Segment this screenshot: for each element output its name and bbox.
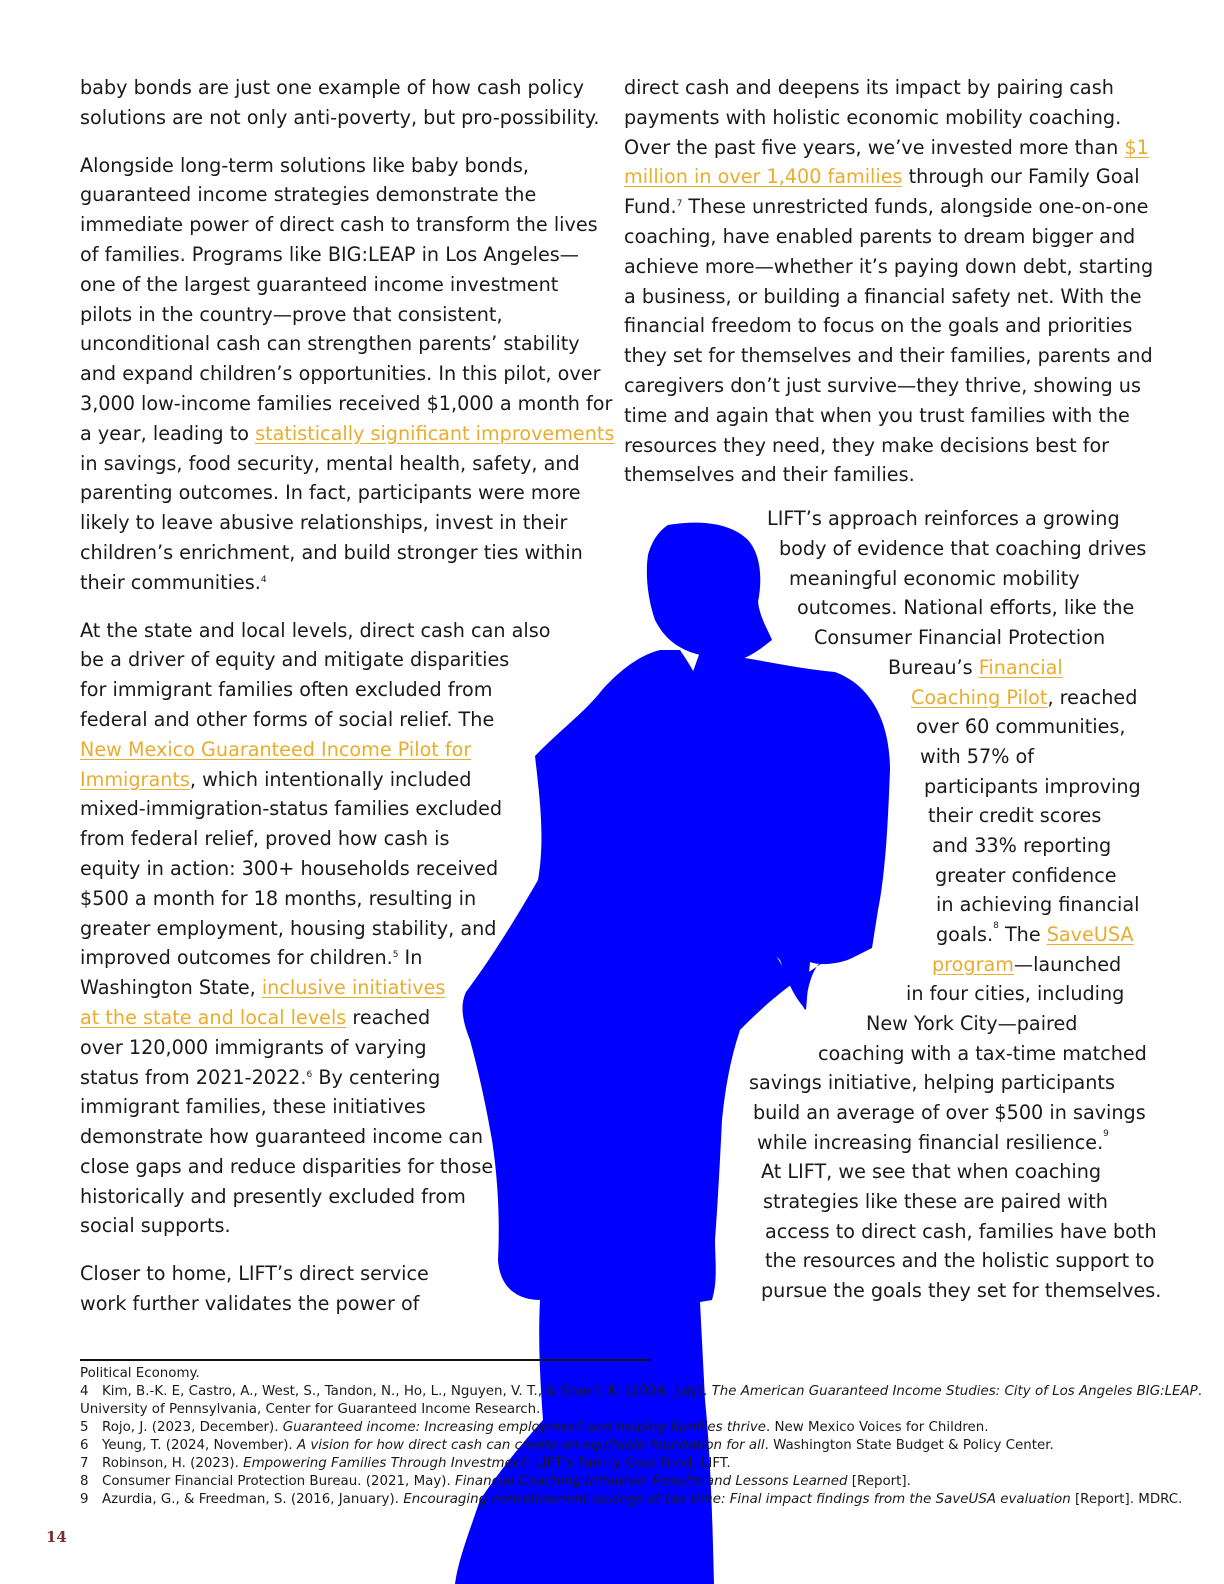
text-line (80, 943, 600, 973)
footnote-text: : LIFT’s Family Goal Fund. LIFT. (526, 1456, 731, 1471)
footnote-ref-7[interactable]: 7 (676, 199, 683, 210)
text-line: savings initiative, helping participants (749, 1071, 1115, 1094)
text-line (624, 192, 1149, 222)
text-segment: In (398, 946, 423, 970)
text-line: mixed-immigration-status families excluded (80, 797, 503, 821)
text-line: a business, or building a financial safety net. With the (624, 284, 1142, 308)
footnote-text: [Report]. MDRC. (1070, 1492, 1183, 1507)
text-line (911, 686, 1137, 709)
text-line: in savings, food security, mental health, safety, and (80, 451, 580, 475)
text-segment: while increasing financial resilience. (757, 1131, 1104, 1154)
family-goal-fund-link[interactable]: $1 (1124, 135, 1149, 159)
text-line: and 33% reporting (932, 834, 1112, 857)
text-line: resources they need, they make decisions best for (624, 433, 1110, 457)
text-line (80, 765, 600, 795)
footnote-ref-4[interactable]: 4 (260, 574, 267, 585)
text-line: coaching with a tax-time matched (818, 1042, 1147, 1065)
text-line: caregivers don’t just survive—they thrive, showing us (624, 373, 1141, 397)
text-segment: The (998, 923, 1047, 946)
text-segment: improved outcomes for children. (80, 946, 393, 970)
text-line: build an average of over $500 in savings (753, 1101, 1146, 1124)
footnote-text: Consumer Financial Protection Bureau. (2021, May). (102, 1474, 455, 1489)
text-line (624, 162, 1144, 192)
text-segment: —launched (1013, 953, 1122, 976)
text-line: Consumer Financial Protection (814, 626, 1106, 649)
text-segment: Fund. (624, 195, 677, 219)
text-line: one of the largest guaranteed income investment (80, 272, 559, 296)
inclusive-initiatives-link[interactable]: inclusive initiatives (261, 976, 446, 1000)
footnote-title: Financial Coaching Initiative: Results and Lessons Learned (455, 1474, 848, 1489)
text-segment: reached (346, 1005, 431, 1029)
text-line (888, 656, 1063, 679)
left-paragraph-2 (80, 151, 615, 598)
text-line: access to direct cash, families have both (765, 1220, 1157, 1243)
text-segment: their communities. (80, 570, 261, 594)
text-line: demonstrate how guaranteed income can (80, 1125, 484, 1149)
text-line (936, 923, 1134, 946)
footnote-title: Empowering Families Through Investment (243, 1456, 527, 1471)
text-segment: By centering (312, 1065, 441, 1089)
footnote-4-continued: University of Pennsylvania, Center for Guaranteed Income Research. (80, 1402, 541, 1417)
footnote-number: 7 (80, 1456, 89, 1471)
footnote-number: 4 (80, 1384, 89, 1399)
footnote-title: Encouraging nonretirement savings at tax time: Final impact findings from the SaveUSA evaluation (403, 1492, 1071, 1507)
text-segment: Bureau’s (888, 656, 979, 679)
text-line: LIFT’s approach reinforces a growing (767, 507, 1120, 530)
text-segment: status from 2021-2022. (80, 1065, 307, 1089)
text-line: New York City—paired (866, 1012, 1078, 1035)
text-segment: Over the past five years, we’ve invested more than (624, 135, 1125, 159)
footnote-6 (80, 1437, 1054, 1455)
text-line: body of evidence that coaching drives (779, 537, 1147, 560)
footnote-4 (80, 1383, 1202, 1401)
text-line: unconditional cash can strengthen parents’ stability (80, 332, 580, 356)
text-segment: goals. (936, 923, 994, 946)
footnote-ref-8[interactable]: 8 (993, 921, 999, 931)
footnote-text: Kim, B.-K. E, Castro, A., West, S., Tandon, N., Ho, L., Nguyen, V. T., & Sharif, K. (2024, July). (102, 1384, 712, 1399)
text-line: direct cash and deepens its impact by pairing cash (624, 76, 1114, 99)
footnote-divider (80, 1359, 650, 1361)
text-line (80, 419, 615, 449)
text-line: from federal relief, proved how cash is (80, 827, 450, 851)
text-line: immigrant families, these initiatives (80, 1095, 426, 1119)
text-line: themselves and their families. (624, 463, 915, 487)
footnote-text: Yeung, T. (2024, November). (102, 1438, 297, 1453)
financial-coaching-pilot-link-cont[interactable]: Coaching Pilot (911, 686, 1048, 709)
text-line: in achieving financial (936, 893, 1140, 916)
saveusa-program-link-cont[interactable]: program (932, 953, 1014, 976)
text-line: $500 a month for 18 months, resulting in (80, 886, 477, 910)
text-line (624, 133, 1149, 163)
child-head-shape (647, 523, 772, 661)
text-line: Alongside long-term solutions like baby bonds, (80, 153, 529, 177)
text-line: equity in action: 300+ households received (80, 856, 499, 880)
text-line: baby bonds are just one example of how cash policy (80, 76, 584, 99)
text-line (80, 1003, 600, 1033)
footnote-number: 5 (80, 1420, 89, 1435)
text-line: immediate power of direct cash to transform the lives (80, 213, 598, 237)
inclusive-initiatives-link-cont[interactable]: at the state and local levels (80, 1005, 347, 1029)
text-line: close gaps and reduce disparities for those (80, 1154, 494, 1178)
footnote-5 (80, 1419, 989, 1437)
text-segment: , reached (1047, 686, 1138, 709)
left-column (80, 73, 615, 1319)
text-line: coaching, have enabled parents to dream bigger and (624, 224, 1136, 248)
page-number: 14 (46, 1528, 67, 1546)
text-line (757, 1131, 1109, 1154)
text-line: strategies like these are paired with (763, 1190, 1108, 1213)
footnote-number: 8 (80, 1474, 89, 1489)
footnote-text: . New Mexico Voices for Children. (766, 1420, 989, 1435)
text-line (80, 973, 600, 1003)
footnote-9 (80, 1491, 1182, 1509)
footnote-8 (80, 1473, 911, 1491)
new-mexico-pilot-link-cont[interactable]: Immigrants (80, 767, 190, 791)
text-line: in four cities, including (906, 982, 1125, 1005)
text-line (80, 568, 600, 598)
footnote-7 (80, 1455, 731, 1473)
footnote-text: . (1197, 1384, 1203, 1399)
text-line: of families. Programs like BIG:LEAP in Los Angeles— (80, 242, 579, 266)
financial-coaching-pilot-link[interactable]: Financial (978, 656, 1063, 679)
left-paragraph-3 (80, 616, 600, 1242)
footnote-number: 9 (80, 1492, 89, 1507)
text-line: the resources and the holistic support to (765, 1249, 1155, 1272)
text-line: participants improving (924, 775, 1141, 798)
text-line: time and again that when you trust families with the (624, 403, 1130, 427)
footnote-ref-5[interactable]: 5 (392, 950, 399, 961)
text-line: they set for themselves and their families, parents and (624, 344, 1153, 368)
text-line: financial freedom to focus on the goals and priorities (624, 314, 1133, 338)
statistically-significant-improvements-link[interactable]: statistically significant improvements (255, 421, 615, 445)
text-line: guaranteed income strategies demonstrate the (80, 183, 537, 207)
text-line: greater employment, housing stability, and (80, 916, 497, 940)
footnote-number: 6 (80, 1438, 89, 1453)
text-line: Closer to home, LIFT’s direct service (80, 1262, 429, 1286)
text-line: outcomes. National efforts, like the (797, 596, 1135, 619)
text-line: pilots in the country—prove that consistent, (80, 302, 503, 326)
text-line: and expand children’s opportunities. In this pilot, over (80, 362, 601, 386)
text-line: work further validates the power of (80, 1292, 420, 1316)
text-line: be a driver of equity and mitigate disparities (80, 648, 510, 672)
text-segment: a year, leading to (80, 421, 256, 445)
text-line (80, 1063, 600, 1093)
footnote-text: Rojo, J. (2023, December). (102, 1420, 283, 1435)
text-line: over 60 communities, (916, 715, 1126, 738)
footnote-text: Robinson, H. (2023). (102, 1456, 244, 1471)
text-line: pursue the goals they set for themselves. (761, 1279, 1162, 1302)
text-line: social supports. (80, 1214, 231, 1238)
text-line: At the state and local levels, direct cash can also (80, 618, 551, 642)
text-line: solutions are not only anti-poverty, but pro-possibility. (80, 105, 600, 129)
text-line: achieve more—whether it’s paying down debt, starting (624, 254, 1154, 278)
footnote-ref-9[interactable]: 9 (1103, 1129, 1109, 1139)
footnote-title: Guaranteed income: Increasing employment and helping families thrive (282, 1420, 767, 1435)
text-line: their credit scores (928, 804, 1102, 827)
left-paragraph-1 (80, 73, 600, 133)
text-line: for immigrant families often excluded from (80, 678, 493, 702)
new-mexico-pilot-link[interactable]: New Mexico Guaranteed Income Pilot for (80, 737, 472, 761)
text-line (932, 953, 1121, 976)
text-line: historically and presently excluded from (80, 1184, 466, 1208)
text-line: children’s enrichment, and build stronger ties within (80, 540, 583, 564)
footnote-text: [Report]. (847, 1474, 911, 1489)
footnote-text: Azurdia, G., & Freedman, S. (2016, January). (102, 1492, 404, 1507)
text-segment: through our Family Goal (902, 165, 1140, 189)
right-paragraph-1 (624, 73, 1154, 490)
text-line: with 57% of (920, 745, 1035, 768)
text-line: 3,000 low-income families received $1,000 a month for (80, 391, 613, 415)
text-segment: Washington State, (80, 976, 262, 1000)
footnote-ref-6[interactable]: 6 (306, 1069, 313, 1080)
left-paragraph-4 (80, 1259, 600, 1319)
footnote-title: The American Guaranteed Income Studies: City of Los Angeles BIG:LEAP (711, 1384, 1198, 1399)
text-line: parenting outcomes. In fact, participants were more (80, 481, 581, 505)
saveusa-program-link[interactable]: SaveUSA (1046, 923, 1134, 946)
text-line: likely to leave abusive relationships, invest in their (80, 511, 568, 535)
text-line: payments with holistic economic mobility coaching. (624, 105, 1122, 129)
text-line: meaningful economic mobility (789, 567, 1080, 590)
text-segment: , which intentionally included (189, 767, 472, 791)
footnote-carryover: Political Economy. (80, 1366, 200, 1381)
text-line: federal and other forms of social relief. The (80, 707, 495, 731)
text-line: At LIFT, we see that when coaching (761, 1160, 1102, 1183)
text-line: over 120,000 immigrants of varying (80, 1035, 427, 1059)
footnote-text: . Washington State Budget & Policy Center. (764, 1438, 1054, 1453)
family-goal-fund-link-cont[interactable]: million in over 1,400 families (624, 165, 903, 189)
text-line: greater confidence (935, 864, 1117, 887)
text-line (80, 735, 600, 765)
right-column (624, 73, 1154, 490)
footnote-title: A vision for how direct cash can create an equitable foundation for all (296, 1438, 765, 1453)
text-segment: These unrestricted funds, alongside one-on-one (682, 195, 1149, 219)
